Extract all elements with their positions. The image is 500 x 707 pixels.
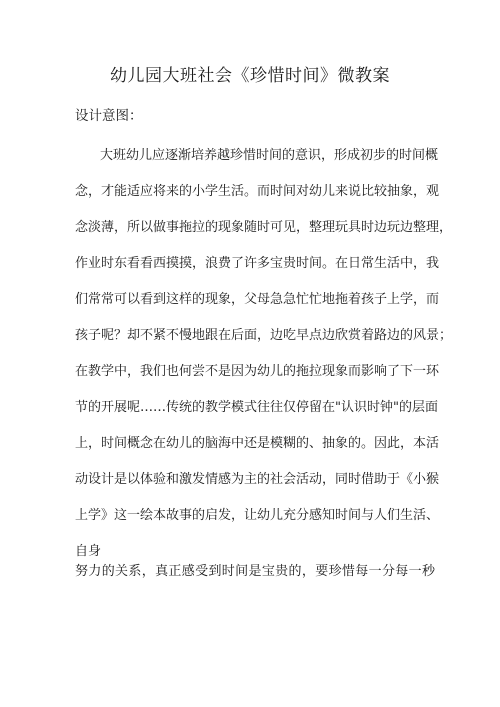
paragraph-line: 上学》这一绘本故事的启发，让幼儿充分感知时间与人们生活、 — [75, 508, 440, 523]
paragraph-line: 上，时间概念在幼儿的脑海中还是模糊的、抽象的。因此，本活 — [75, 436, 440, 451]
paragraph-line: 们常常可以看到这样的现象，父母急急忙忙地拖着孩子上学，而 — [75, 292, 440, 307]
paragraph-line: 作业时东看看西摸摸，浪费了许多宝贵时间。在日常生活中，我 — [75, 256, 440, 271]
section-heading: 设计意图： — [75, 108, 143, 124]
paragraph-line: 节的开展呢……传统的教学模式往往仅停留在"认识时钟"的层面 — [75, 400, 438, 415]
paragraph-line: 孩子呢？却不紧不慢地跟在后面，边吃早点边欣赏着路边的风景； — [75, 328, 453, 343]
paragraph-line: 动设计是以体验和激发情感为主的社会活动，同时借助于《小猴 — [75, 472, 440, 487]
paragraph-line: 努力的关系，真正感受到时间是宝贵的，要珍惜每一分每一秒 — [75, 564, 435, 579]
paragraph-line: 念淡薄，所以做事拖拉的现象随时可见，整理玩具时边玩边整理， — [75, 220, 453, 235]
paragraph-line: 大班幼儿应逐渐培养越珍惜时间的意识，形成初步的时间概 — [100, 148, 439, 163]
document-title: 幼儿园大班社会《珍惜时间》微教案 — [110, 66, 390, 86]
paragraph-line: 自身 — [75, 544, 102, 559]
paragraph-line: 在教学中，我们也何尝不是因为幼儿的拖拉现象而影响了下一环 — [75, 364, 440, 379]
paragraph-line: 念，才能适应将来的小学生活。而时间对幼儿来说比较抽象，观 — [75, 184, 440, 199]
